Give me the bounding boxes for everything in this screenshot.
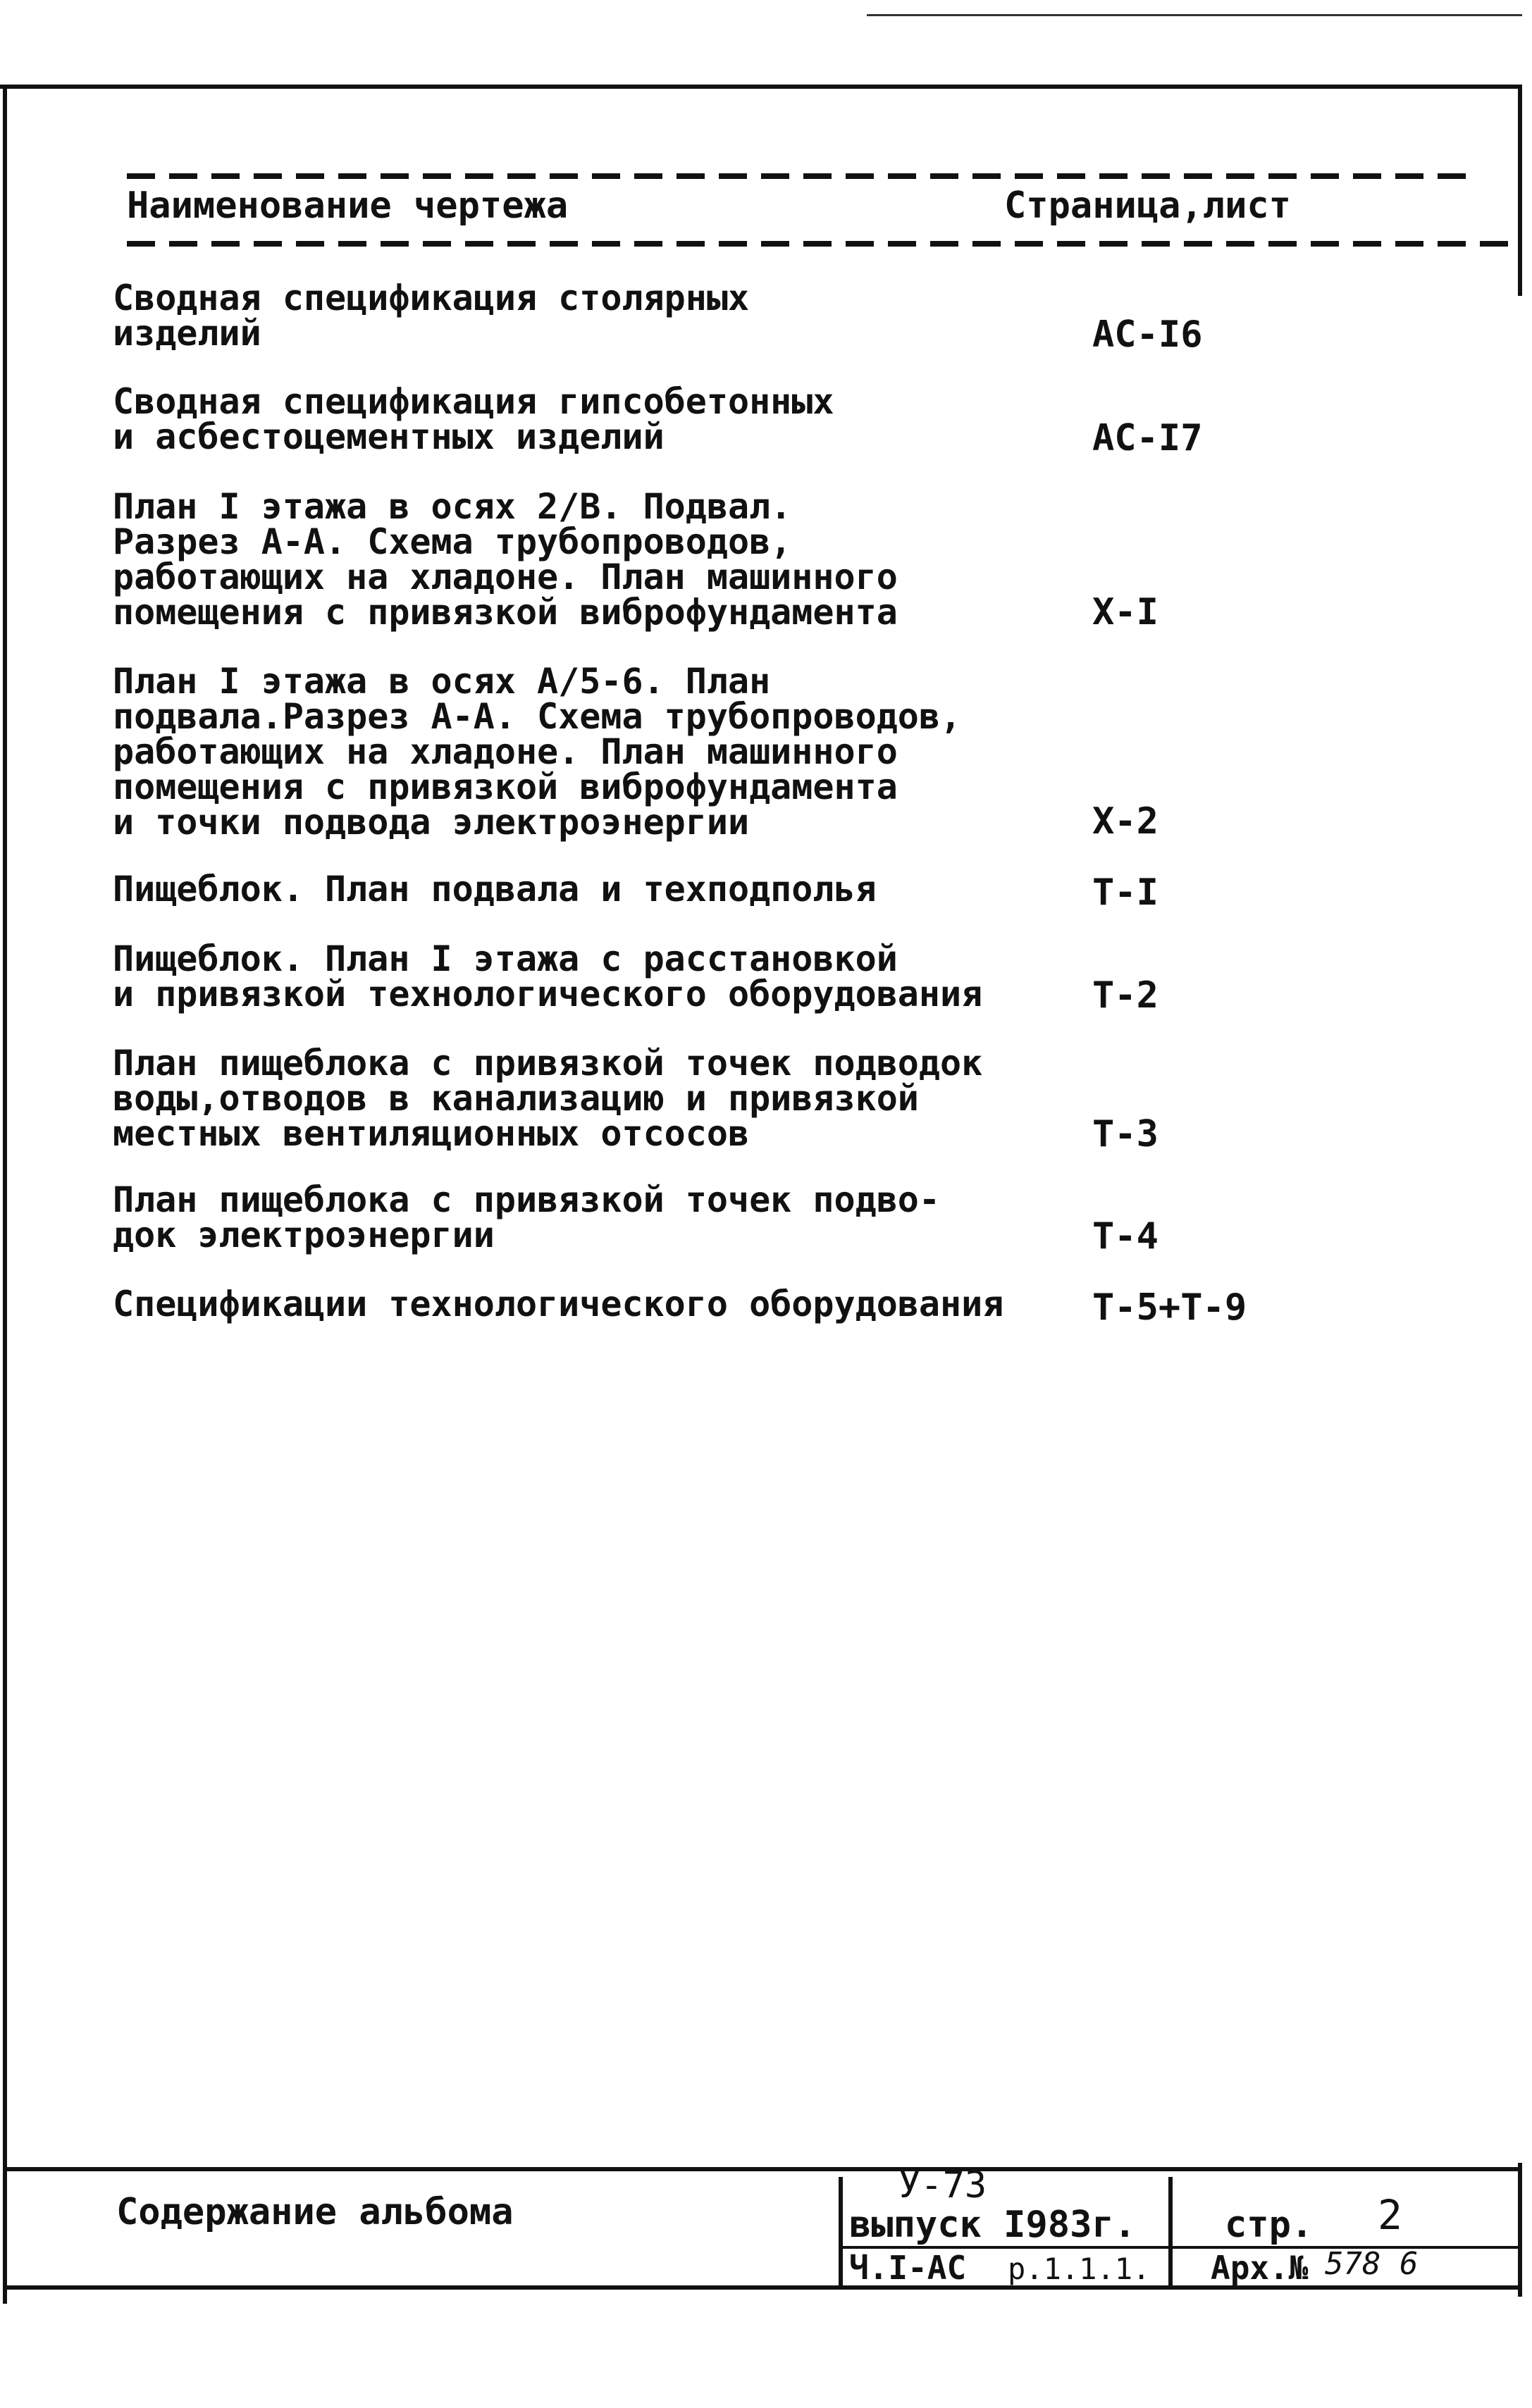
part-code: р.1.1.1. (1008, 2252, 1151, 2286)
column-header-name: Наименование чертежа (127, 185, 569, 227)
frame-top-border (0, 85, 1522, 89)
header-dash-top (127, 173, 1466, 179)
stamp-top-border (3, 2167, 1522, 2171)
stamp-divider-right (1168, 2177, 1173, 2288)
sheet-reference: Х-I (1092, 591, 1159, 633)
sheet-reference: АС-I7 (1092, 417, 1203, 459)
drawing-name: План пищеблока с привязкой точек подводок воды,отводов в канализацию и привязкой местных вентиляционных отсосов (113, 1043, 983, 1154)
album-title: Содержание альбома (116, 2191, 514, 2233)
drawing-name: План I этажа в осях 2/В. Подвал. Разрез А-А. Схема трубопроводов, работающих на хладоне. План машинного помещения с привязкой виброфундамента (113, 486, 898, 633)
drawing-name: План пищеблока с привязкой точек подво- док электроэнергии (113, 1179, 940, 1255)
column-header-page: Страница,лист (1004, 185, 1291, 227)
sheet-reference: Т-4 (1092, 1215, 1159, 1258)
sheet-reference: Т-3 (1092, 1113, 1159, 1155)
frame-right-border (1518, 85, 1522, 296)
header-dash-bottom (127, 241, 1508, 247)
drawing-name: План I этажа в осях А/5-6. План подвала.Разрез А-А. Схема трубопроводов, работающих на хладоне. План машинного помещения с привязкой виброфундамента и точки подвода электроэнергии (113, 661, 962, 843)
page-label: стр. (1225, 2204, 1314, 2246)
sheet-reference: Т-2 (1092, 974, 1159, 1017)
sheet-reference: Т-I (1092, 871, 1159, 914)
drawing-name: Сводная спецификация столярных изделий (113, 278, 750, 354)
drawing-name: Спецификации технологического оборудования (113, 1284, 1004, 1324)
stamp-divider-left (839, 2177, 843, 2288)
issue-year: выпуск I983г. (849, 2204, 1136, 2246)
series-code: У-73 (898, 2164, 987, 2207)
sheet-reference: АС-I6 (1092, 314, 1203, 356)
archive-label: Арх.№ (1211, 2249, 1309, 2287)
drawing-name: Пищеблок. План подвала и техподполья (113, 869, 877, 910)
sheet-reference: Х-2 (1092, 800, 1159, 843)
archive-number: 578 6 (1325, 2246, 1419, 2282)
drawing-name: Пищеблок. План I этажа с расстановкой и привязкой технологического оборудования (113, 938, 983, 1014)
sheet-reference: Т-5+Т-9 (1092, 1286, 1247, 1329)
part-label: Ч.I-АС (849, 2249, 967, 2287)
page-number: 2 (1378, 2191, 1402, 2239)
drawing-name: Сводная спецификация гипсобетонных и асбестоцементных изделий (113, 381, 834, 457)
frame-left-border (3, 85, 7, 2304)
top-edge-line (867, 14, 1522, 16)
frame-right-border-lower (1518, 2163, 1522, 2297)
